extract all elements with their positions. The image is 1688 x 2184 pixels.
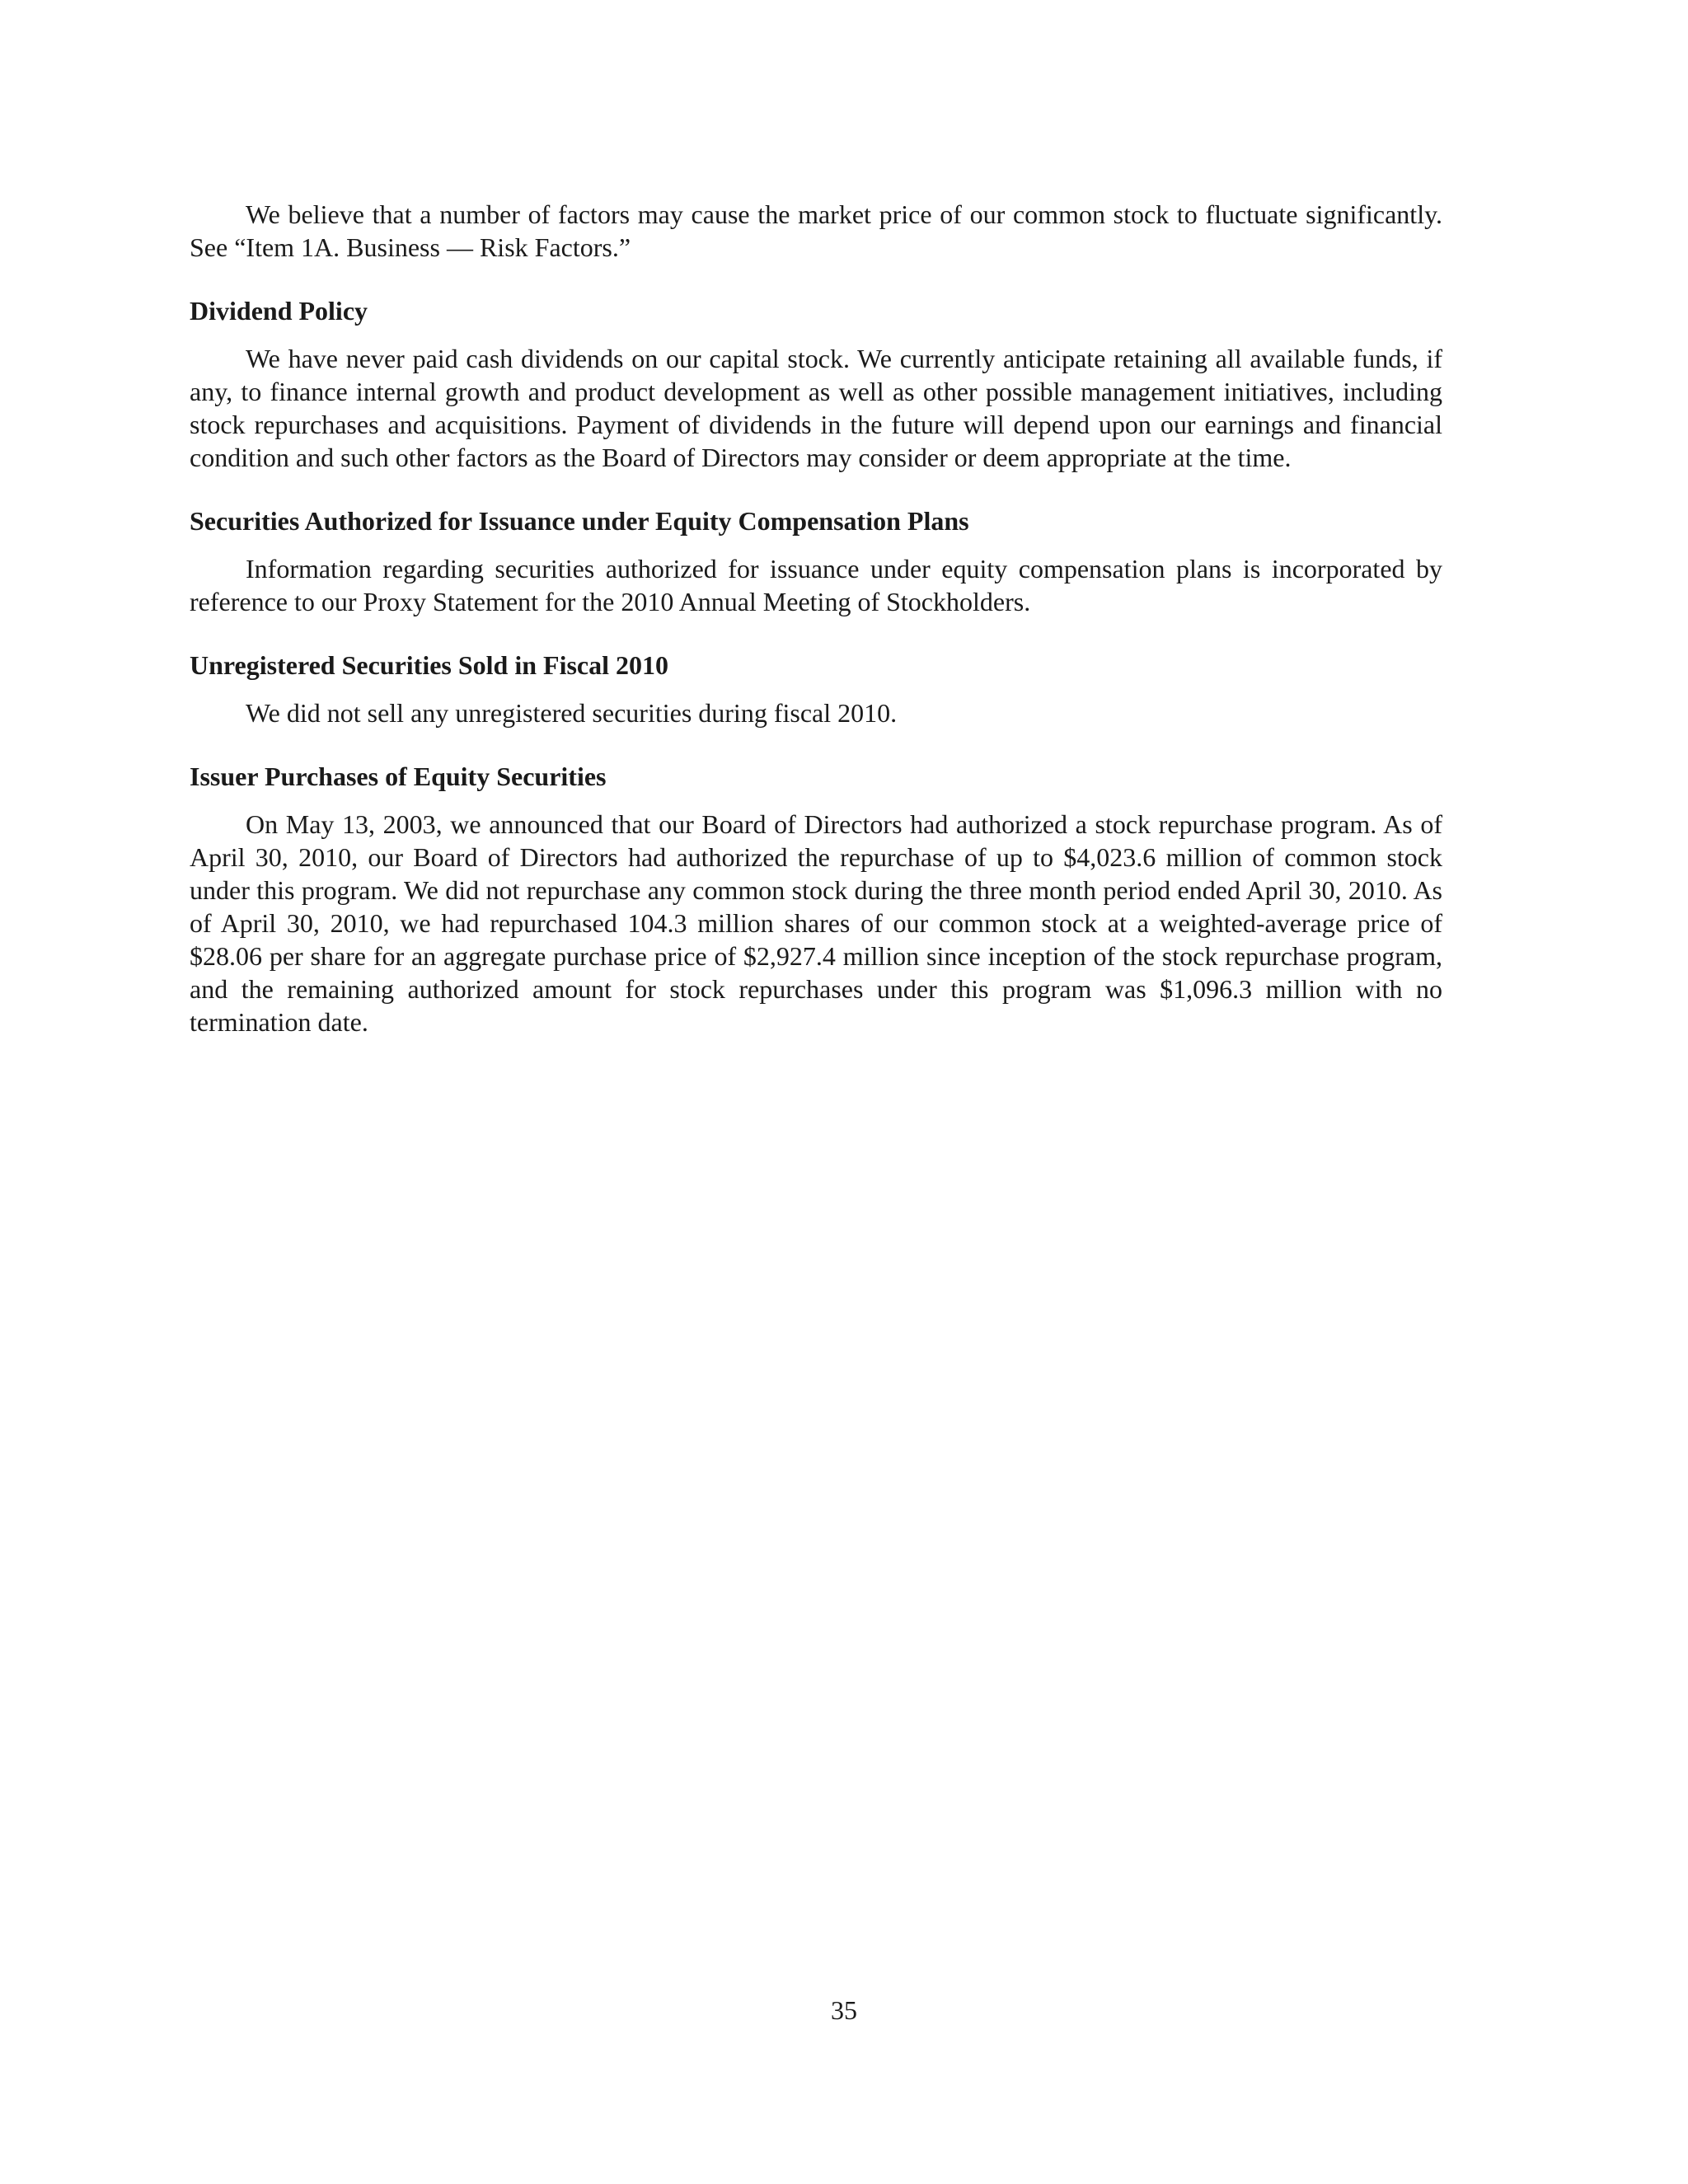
equity-compensation-paragraph: Information regarding securities authorized for issuance under equity compensation plans is incorporated by reference to our Proxy Statement for the 2010 Annual Meeting of Stockholders. (190, 554, 1442, 616)
dividend-policy-heading: Dividend Policy (190, 296, 368, 326)
dividend-policy-paragraph: We have never paid cash dividends on our capital stock. We currently anticipate retaining all available funds, if any, to finance internal growth and product development as well as other possible management initiatives, including stock repurchases and acquisitions. Payment of dividends in the future will depend upon our earnings and financial condition and such other factors as the Board of Directors may consider or deem appropriate at the time. (190, 344, 1442, 472)
page-number: 35 (831, 1995, 857, 2025)
equity-compensation-heading: Securities Authorized for Issuance under Equity Compensation Plans (190, 506, 969, 536)
intro-paragraph: We believe that a number of factors may cause the market price of our common stock to fluctuate significantly. See “Item 1A. Business — Risk Factors.” (190, 199, 1442, 262)
unregistered-securities-paragraph: We did not sell any unregistered securities during fiscal 2010. (246, 698, 898, 728)
issuer-purchases-heading: Issuer Purchases of Equity Securities (190, 762, 607, 791)
unregistered-securities-heading: Unregistered Securities Sold in Fiscal 2010 (190, 650, 669, 680)
page-content (190, 198, 1442, 1038)
issuer-purchases-paragraph: On May 13, 2003, we announced that our Board of Directors had authorized a stock repurchase program. As of April 30, 2010, our Board of Directors had authorized the repurchase of up to $4,023.6 million of common stock under this program. We did not repurchase any common stock during the three month period ended April 30, 2010. As of April 30, 2010, we had repurchased 104.3 million shares of our common stock at a weighted-average price of $28.06 per share for an aggregate purchase price of $2,927.4 million since inception of the stock repurchase program, and the remaining authorized amount for stock repurchases under this program was $1,096.3 million with no termination date. (190, 809, 1442, 1037)
